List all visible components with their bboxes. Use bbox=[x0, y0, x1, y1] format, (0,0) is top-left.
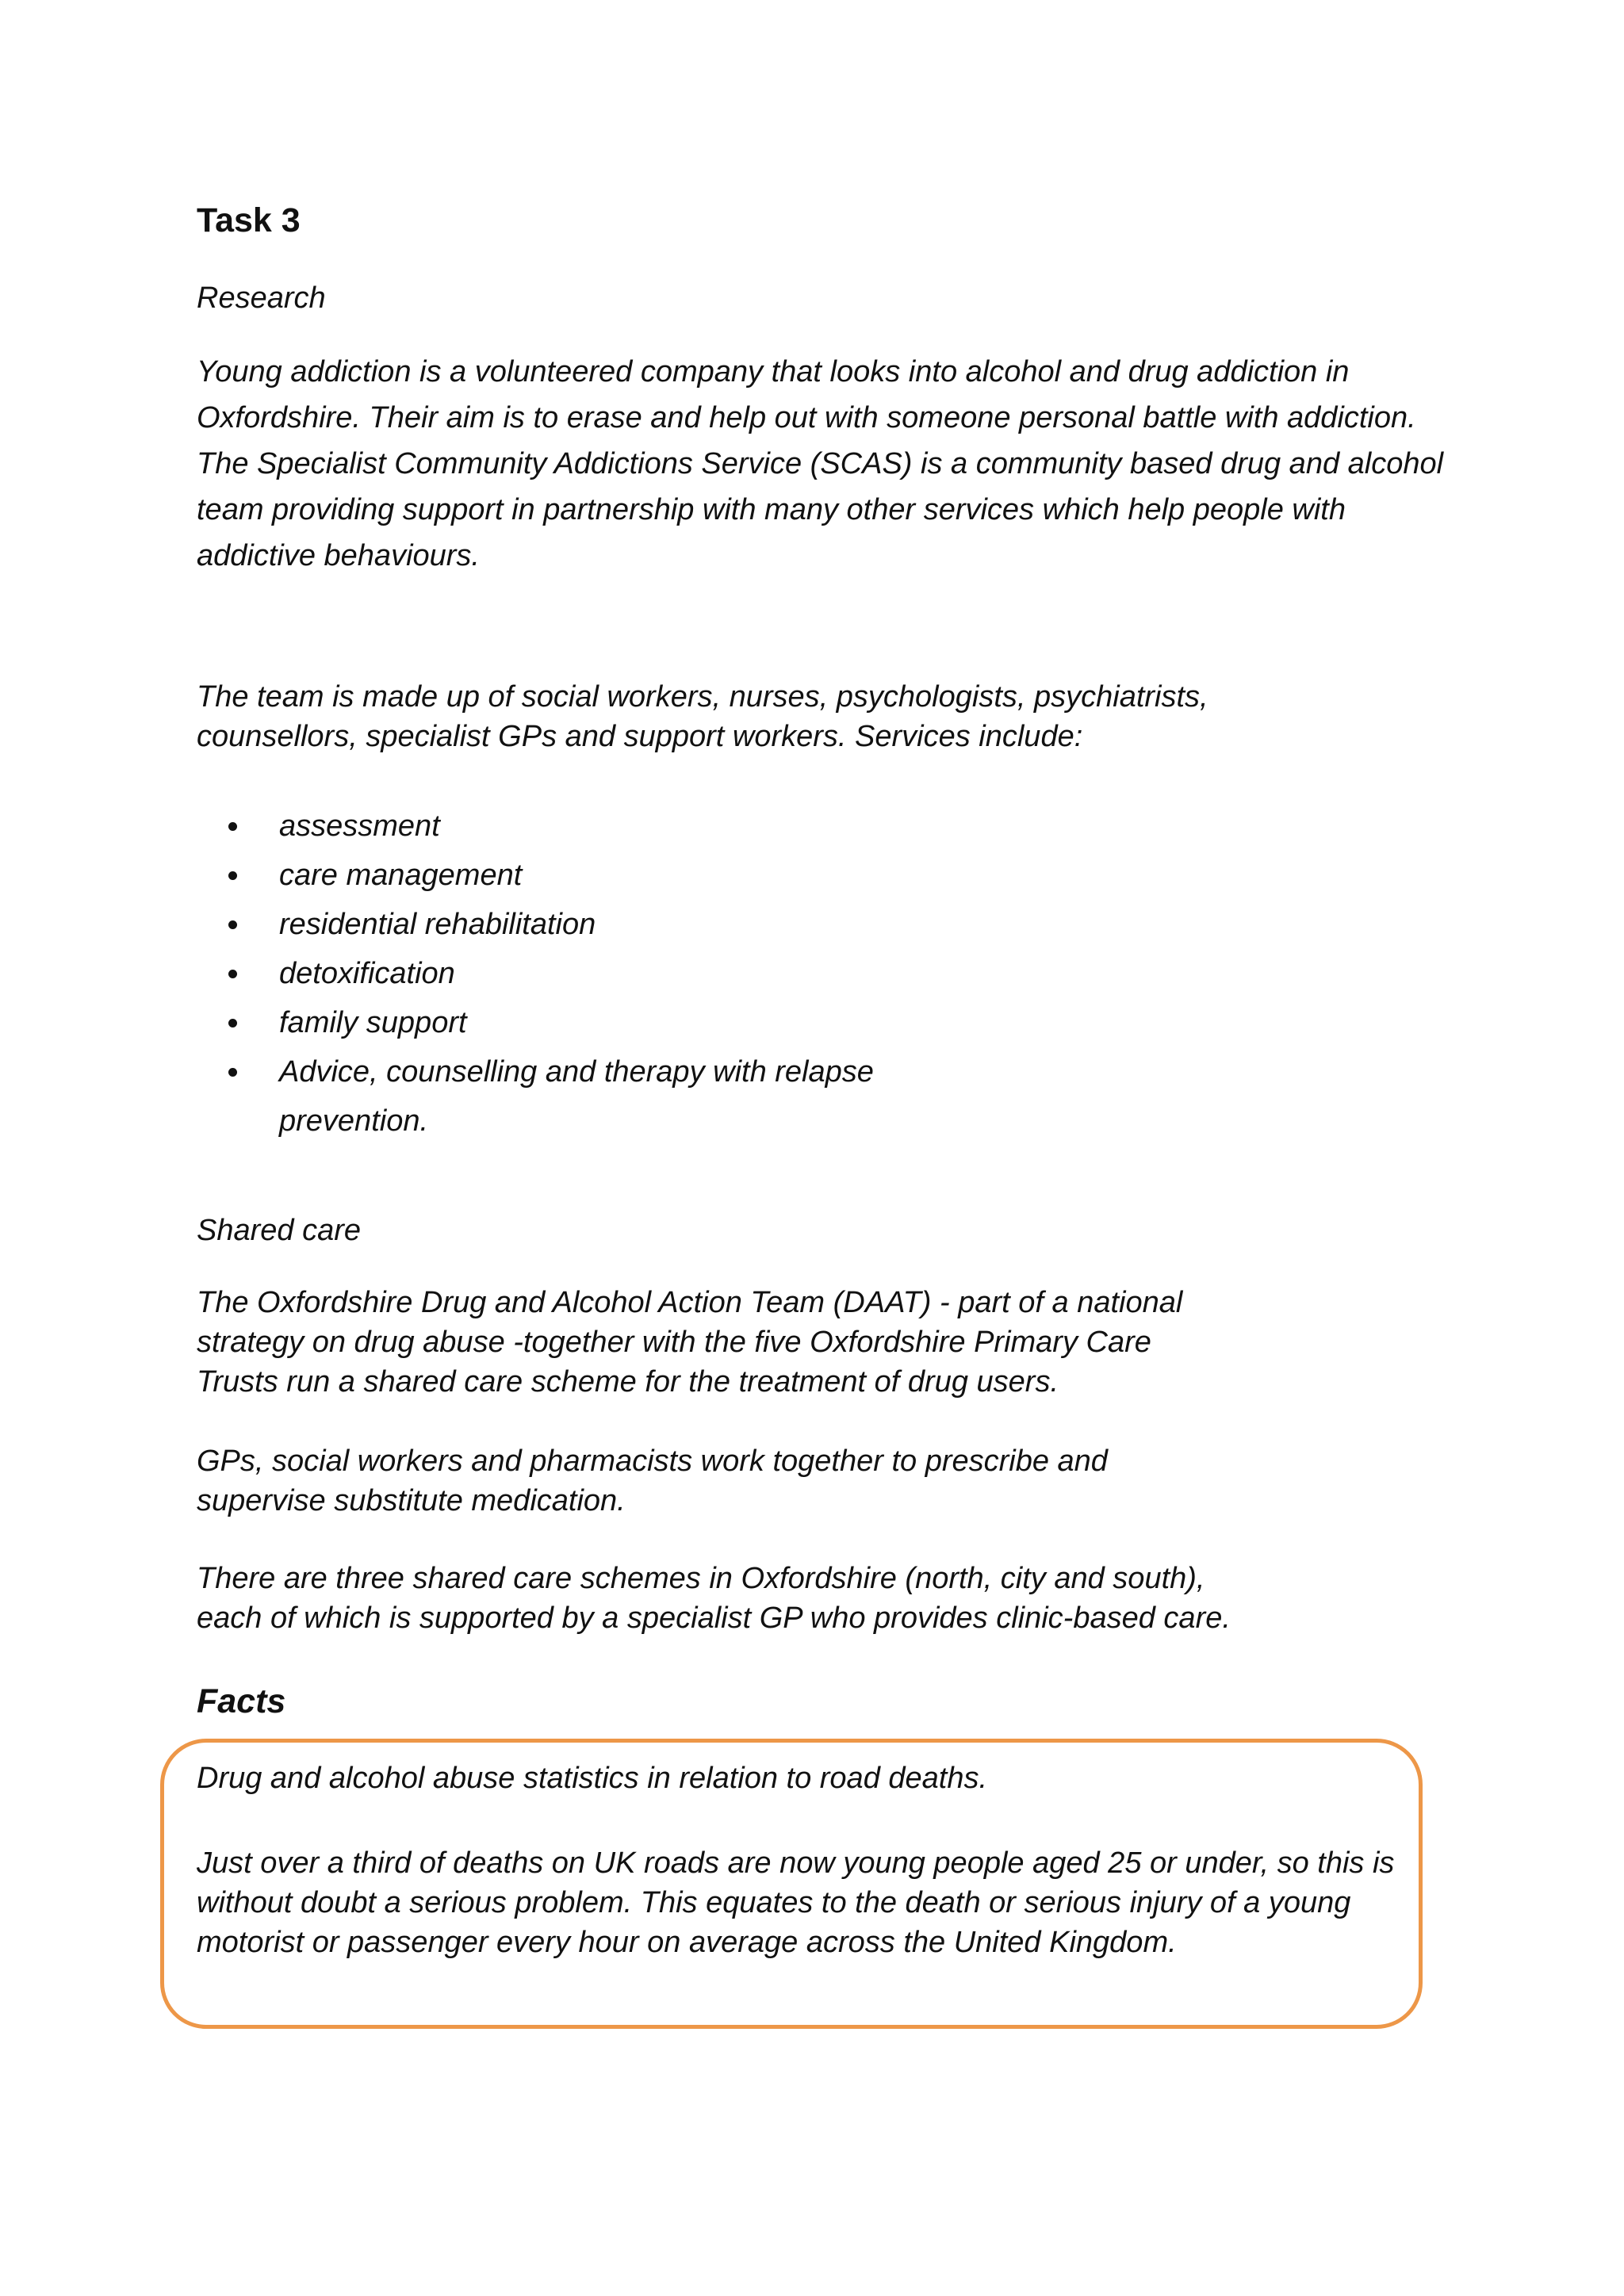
list-item: residential rehabilitation bbox=[197, 900, 990, 949]
bullet-icon bbox=[228, 970, 237, 978]
intro-line: addictive behaviours. bbox=[197, 539, 480, 572]
stat-paragraph bbox=[197, 1843, 1394, 1962]
bullet-icon bbox=[228, 920, 237, 929]
daat-line: The Oxfordshire Drug and Alcohol Action Team (DAAT) - part of a national bbox=[197, 1286, 1183, 1319]
daat-line: Trusts run a shared care scheme for the treatment of drug users. bbox=[197, 1365, 1059, 1399]
services-list bbox=[197, 802, 990, 1146]
list-item: detoxification bbox=[197, 949, 990, 998]
list-item: Advice, counselling and therapy with relapse prevention. bbox=[197, 1047, 990, 1146]
team-line: The team is made up of social workers, nurses, psychologists, psychiatrists, bbox=[197, 680, 1208, 714]
bullet-icon bbox=[228, 822, 237, 831]
daat-line: strategy on drug abuse -together with the five Oxfordshire Primary Care bbox=[197, 1326, 1151, 1359]
gp-line: GPs, social workers and pharmacists work together to prescribe and bbox=[197, 1445, 1108, 1478]
daat-paragraph bbox=[197, 1283, 1182, 1402]
stat-line: without doubt a serious problem. This equates to the death or serious injury of a young bbox=[197, 1886, 1351, 1919]
shared-care-label: Shared care bbox=[197, 1214, 362, 1247]
stat-line: motorist or passenger every hour on average across the United Kingdom. bbox=[197, 1926, 1177, 1959]
research-label: Research bbox=[197, 281, 326, 315]
facts-heading: Facts bbox=[197, 1682, 286, 1720]
stat-title: Drug and alcohol abuse statistics in relation to road deaths. bbox=[197, 1762, 988, 1795]
page-title: Task 3 bbox=[197, 201, 301, 239]
stat-line: Just over a third of deaths on UK roads are now young people aged 25 or under, so this is bbox=[197, 1846, 1395, 1880]
intro-paragraph bbox=[197, 349, 1443, 579]
bullet-icon bbox=[228, 1068, 237, 1077]
intro-line: Young addiction is a volunteered company that looks into alcohol and drug addiction in bbox=[197, 355, 1350, 388]
list-item: assessment bbox=[197, 802, 990, 851]
gp-line: supervise substitute medication. bbox=[197, 1484, 626, 1517]
intro-line: team providing support in partnership with many other services which help people with bbox=[197, 493, 1346, 526]
list-item: family support bbox=[197, 998, 990, 1047]
bullet-icon bbox=[228, 871, 237, 880]
gp-paragraph bbox=[197, 1441, 1108, 1521]
schemes-line: There are three shared care schemes in Oxfordshire (north, city and south), bbox=[197, 1562, 1205, 1595]
list-item: care management bbox=[197, 851, 990, 900]
team-line: counsellors, specialist GPs and support workers. Services include: bbox=[197, 720, 1083, 753]
team-paragraph bbox=[197, 677, 1208, 756]
intro-line: Oxfordshire. Their aim is to erase and help out with someone personal battle with addiction. bbox=[197, 401, 1416, 434]
bullet-icon bbox=[228, 1019, 237, 1027]
schemes-paragraph bbox=[197, 1559, 1231, 1638]
schemes-line: each of which is supported by a specialist GP who provides clinic-based care. bbox=[197, 1601, 1231, 1635]
intro-line: The Specialist Community Addictions Service (SCAS) is a community based drug and alcohol bbox=[197, 447, 1444, 480]
